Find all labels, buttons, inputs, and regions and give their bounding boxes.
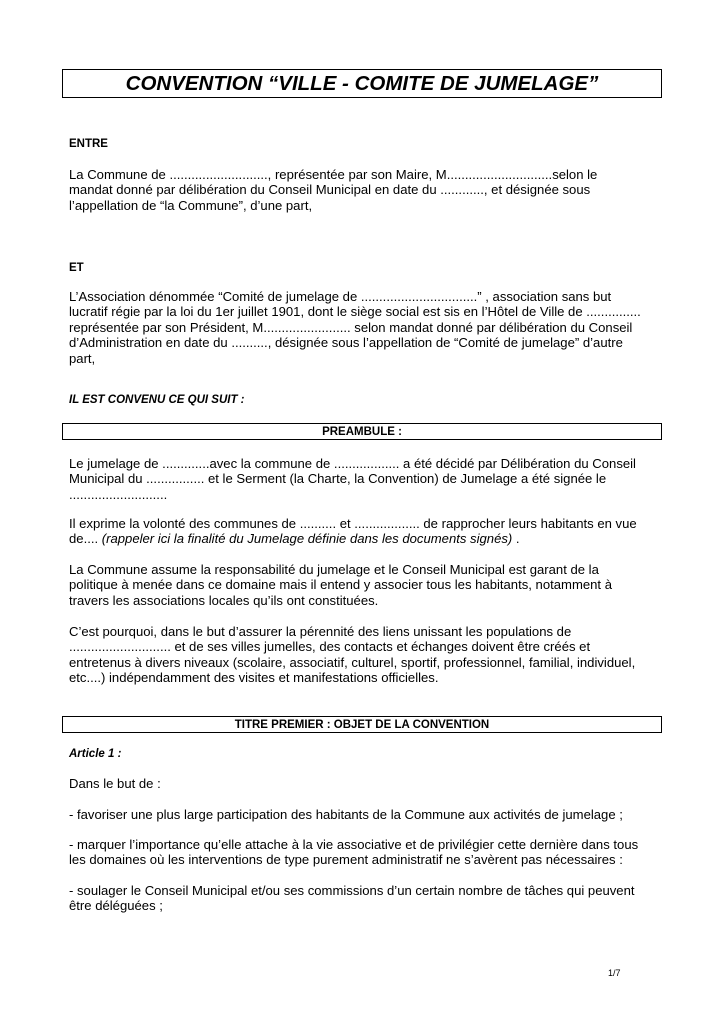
article-1-label: Article 1 : — [69, 748, 122, 760]
preambule-paragraph-3 — [69, 562, 669, 608]
preambule-line: politique à menée dans ce domaine mais il entend y associer tous les habitants, notamment à — [69, 577, 612, 593]
article-1-item — [69, 807, 669, 822]
preambule-line — [69, 531, 669, 546]
document-title: CONVENTION “VILLE - COMITE DE JUMELAGE” — [125, 71, 599, 95]
article-1-item-line: être déléguées ; — [69, 898, 163, 914]
commune-line: La Commune de ..........................., représentée par son Maire, M.............................selon le — [69, 167, 598, 182]
association-line: part, — [69, 350, 96, 366]
article-1-item — [69, 837, 669, 868]
preambule-paragraph-1 — [69, 456, 669, 502]
association-line: représentée par son Président, M........................ selon mandat donné par délibération du Conseil — [69, 319, 633, 335]
preambule-line: Il exprime la volonté des communes de .......... et .................. de rapprocher leurs habitants en vue — [69, 516, 637, 531]
titre-premier-heading — [62, 716, 662, 733]
article-1-item-line: les domaines où les interventions de type purement administratif ne s’avèrent pas nécessaires : — [69, 852, 623, 868]
article-1-item-line: - marquer l’importance qu’elle attache à la vie associative et de privilégier cette dernière dans tous — [69, 837, 639, 852]
preambule-line: ........................... — [69, 486, 168, 502]
preambule-heading — [62, 423, 662, 440]
article-1-intro-text: Dans le but de : — [69, 776, 161, 791]
preambule-text: . — [512, 531, 520, 547]
preambule-heading-text: PREAMBULE : — [322, 425, 402, 438]
page-number: 1/7 — [608, 968, 621, 978]
preambule-line: travers les associations locales qu’ils ont constituées. — [69, 592, 379, 608]
commune-line: l’appellation de “la Commune”, d’une part, — [69, 197, 313, 213]
preambule-paragraph-2 — [69, 516, 669, 547]
preambule-line: Le jumelage de .............avec la commune de .................. a été décidé par Délibération du Conseil — [69, 456, 636, 471]
preambule-line: C’est pourquoi, dans le but d’assurer la pérennité des liens unissant les populations de — [69, 624, 572, 639]
commune-line: mandat donné par délibération du Conseil Municipal en date du ............, et désignée sous — [69, 182, 591, 198]
preambule-italic-note: (rappeler ici la finalité du Jumelage définie dans les documents signés) — [101, 531, 513, 547]
article-1-item — [69, 883, 669, 914]
commune-paragraph — [69, 167, 669, 213]
titre-premier-heading-text: TITRE PREMIER : OBJET DE LA CONVENTION — [234, 718, 490, 731]
convenu-label: IL EST CONVENU CE QUI SUIT : — [69, 394, 245, 406]
preambule-paragraph-4 — [69, 624, 669, 686]
preambule-line: Municipal du ................ et le Serment (la Charte, la Convention) de Jumelage a été signée le — [69, 471, 607, 487]
preambule-line: ............................ et de ses villes jumelles, des contacts et échanges doivent être créés et — [69, 639, 591, 655]
association-line: lucratif régie par la loi du 1er juillet 1901, dont le siège social est sis en l’Hôtel de Ville de ............... — [69, 304, 641, 320]
article-1-item-line: - favoriser une plus large participation des habitants de la Commune aux activités de jumelage ; — [69, 807, 623, 822]
association-paragraph — [69, 289, 669, 366]
preambule-text: de.... — [69, 531, 102, 547]
et-label: ET — [69, 262, 84, 274]
preambule-line: entretenus à divers niveaux (scolaire, associatif, culturel, sportif, professionnel, familial, individuel, — [69, 654, 636, 670]
preambule-line: La Commune assume la responsabilité du jumelage et le Conseil Municipal est garant de la — [69, 562, 599, 577]
article-1-item-line: - soulager le Conseil Municipal et/ou ses commissions d’un certain nombre de tâches qui peuvent — [69, 883, 635, 898]
association-line: d’Administration en date du .........., désignée sous l’appellation de “Comité de jumelage” d’autre — [69, 335, 623, 351]
article-1-intro — [69, 776, 669, 791]
entre-label: ENTRE — [69, 138, 108, 150]
association-line: L’Association dénommée “Comité de jumelage de ................................” , association sans but — [69, 289, 612, 304]
title-box — [62, 69, 662, 98]
preambule-line: etc....) indépendamment des visites et manifestations officielles. — [69, 670, 439, 686]
